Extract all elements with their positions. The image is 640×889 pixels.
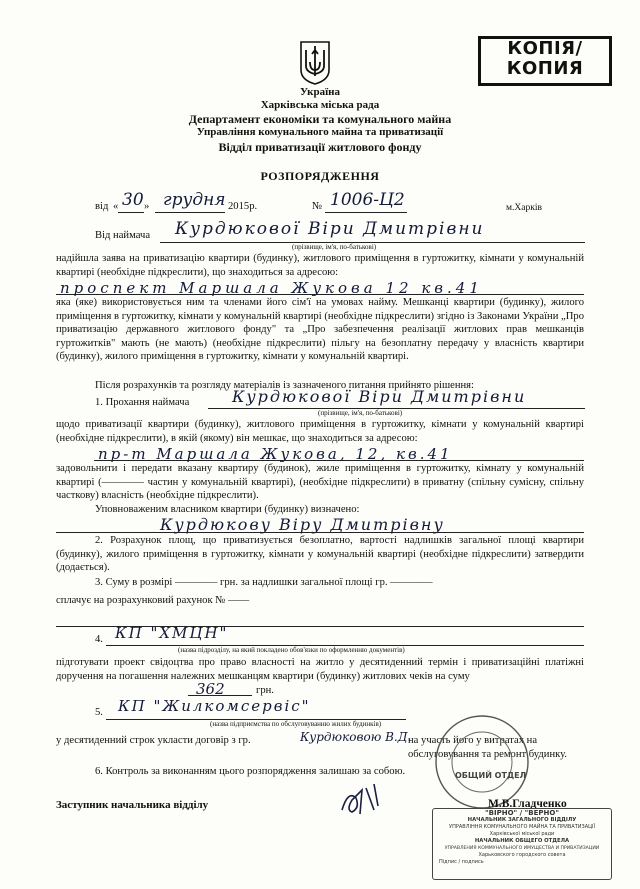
item4-sum-line: [188, 695, 252, 696]
date-quote-open: «: [113, 201, 119, 212]
item1-hint: (прізвище, ім'я, по-батькові): [318, 409, 403, 417]
doc-number: 1006-Ц2: [330, 190, 405, 210]
item4-handwritten: КП "ХМЦН": [115, 624, 229, 642]
header-council: Харківська міська рада: [260, 99, 380, 111]
date-year: 2015р.: [228, 201, 258, 212]
item4-text: підготувати проект свідоцтва про право власності на житло у десятиденний термін і приватизаційні платіжні доручення на погашення належних мешканцям квартири (будинку) житлових чеків на суму: [56, 657, 584, 682]
date-month-line: [155, 212, 225, 213]
item5-number: 5.: [95, 707, 103, 718]
header-department: Департамент економіки та комунального майна: [188, 112, 452, 126]
verno-stamp-line2: НАЧАЛЬНИК ЗАГАЛЬНОГО ВІДДІЛУ: [467, 817, 577, 823]
item1-name: Курдюкової Віри Дмитрівни: [232, 387, 527, 406]
city: м.Харків: [506, 203, 542, 213]
item1-address: пр-т Маршала Жукова, 12, кв.41: [98, 445, 453, 463]
item4-sum: 362: [196, 680, 225, 698]
date-day-line: [118, 212, 144, 213]
header-directorate: Управління комунального майна та приватизації: [196, 126, 444, 138]
tenant-label: Від наймача: [95, 230, 151, 241]
item3-text-b: сплачує на розрахунковий рахунок № ――: [56, 595, 250, 606]
item3-text-a: 3. Суму в розмірі ―――― грн. за надлишки загальної площі гр. ――――: [95, 577, 433, 588]
item1-text2: задовольнити і передати вказану квартиру (будинок), жиле приміщення в гуртожитку, кімнату у комунальній квартирі (―――― частин у комунальній квартирі), (необхідне підкреслити) в приватну (спільну сумісну, спільну часткову) власність (необхідне підкреслити).: [56, 463, 584, 502]
round-stamp: [432, 712, 532, 812]
owner-label: Уповноваженим власником квартири (будинку) визначено:: [95, 504, 360, 515]
copy-stamp: [478, 36, 612, 86]
item1-label: 1. Прохання наймача: [95, 397, 190, 408]
date-quote-close: »: [144, 201, 150, 212]
verno-stamp-line8: Підпис / подпись: [439, 859, 484, 865]
paragraph-application: надійшла заява на приватизацію квартири (будинку), житлового приміщення в гуртожитку, кімнати у комунальній квартирі (необхідне підкреслити), що знаходиться за адресою:: [56, 253, 584, 278]
item5-handwritten: КП "Жилкомсервіс": [118, 697, 311, 715]
doc-title: РОЗПОРЯДЖЕННЯ: [260, 169, 380, 183]
verno-stamp-line7: Харьковского городского совета: [478, 852, 566, 858]
item1-address-line: [94, 460, 584, 461]
round-stamp-text: ОБЩИЙ ОТДЕЛ: [455, 771, 527, 780]
copy-stamp-line1: КОПІЯ/: [507, 38, 583, 59]
verno-stamp-line6: УПРАВЛЕНИЯ КОММУНАЛЬНОГО ИМУЩЕСТВА И ПРИВАТИЗАЦИИ: [444, 846, 600, 851]
verno-stamp-line3: УПРАВЛІННЯ КОМУНАЛЬНОГО МАЙНА ТА ПРИВАТИЗАЦІЇ: [449, 824, 595, 830]
date-month: грудня: [163, 190, 226, 210]
verno-stamp-line5: НАЧАЛЬНИК ОБЩЕГО ОТДЕЛА: [474, 838, 570, 844]
item4-number: 4.: [95, 634, 103, 645]
tenant-hint: (прізвище, ім'я, по-батькові): [292, 243, 377, 251]
item4-unit: грн.: [256, 685, 274, 696]
paragraph-decision: Після розрахунків та розгляду матеріалів із зазначеного питання прийнято рішення:: [95, 380, 474, 391]
signature-title: Заступник начальника відділу: [56, 799, 209, 811]
date-prefix: від: [95, 201, 109, 212]
owner-name: Курдюкову Віру Дмитрівну: [160, 515, 445, 534]
item6-text: 6. Контроль за виконанням цього розпорядження залишаю за собою.: [95, 766, 406, 777]
item1-text: щодо приватизації квартири (будинку), житлового приміщення в гуртожитку, кімнати у комунальній квартирі (необхідне підкреслити), в якій (якому) він мешкає, що знаходиться за адресою:: [56, 419, 584, 444]
verno-stamp-line4: Харківської міської ради: [489, 831, 555, 837]
verno-stamp-line1: "ВІРНО" / "ВЕРНО": [485, 809, 559, 817]
item2-text: 2. Розрахунок площ, що приватизується безоплатно, вартості надлишків загальної площі квартири (будинку), жилого приміщення в гуртожитку, кімнати у комунальній квартирі (необхідне підкреслити) затвердити (додається).: [56, 535, 584, 574]
trident-emblem: [297, 40, 333, 86]
header-division: Відділ приватизації житлового фонду: [218, 140, 422, 154]
owner-line: [56, 532, 584, 533]
address-handwritten: проспект Маршала Жукова 12 кв.41: [60, 279, 483, 297]
header-country: Україна: [299, 86, 341, 98]
item5-hint: (назва підприємства по обслуговуванню жилих будинків): [210, 720, 382, 728]
verno-stamp: [432, 808, 612, 880]
paragraph-benefits: яка (яке) використовується ним та членами його сім'ї на умовах найму. Мешканці квартири (будинку), жилого приміщення в гуртожитку, кімнати у комунальній квартирі (необхідне підкреслити) згідно із Законами України „Про приватизацію державного житлового фонду" та „Про забезпечення реалізації житлових прав мешканців гуртожитків" мають (не мають) (необхідне підкреслити) пільгу на безоплатну передачу у власність квартири (будинку), жилого приміщення в гуртожитку, кімнати у комунальній квартирі.: [56, 297, 584, 363]
signature-name: М.В.Гладченко: [488, 798, 567, 810]
doc-number-label: №: [312, 201, 323, 212]
item5-name: Курдюковою В.Д.: [300, 730, 412, 744]
item5-text-b: на участь його у витратах на обслуговування та ремонт будинку.: [408, 735, 567, 760]
handwritten-signature: [338, 780, 388, 820]
copy-stamp-line2: КОПИЯ: [506, 58, 584, 79]
doc-number-line: [325, 212, 407, 213]
item4-hint: (назва підрозділу, на який покладено обов'язки по оформленню документів): [178, 646, 405, 654]
date-day: 30: [122, 190, 144, 210]
address-line: [56, 294, 584, 295]
item5-text-a: у десятиденний строк укласти договір з гр.: [56, 735, 251, 746]
tenant-name: Курдюкової Віри Дмитрівни: [175, 219, 485, 239]
